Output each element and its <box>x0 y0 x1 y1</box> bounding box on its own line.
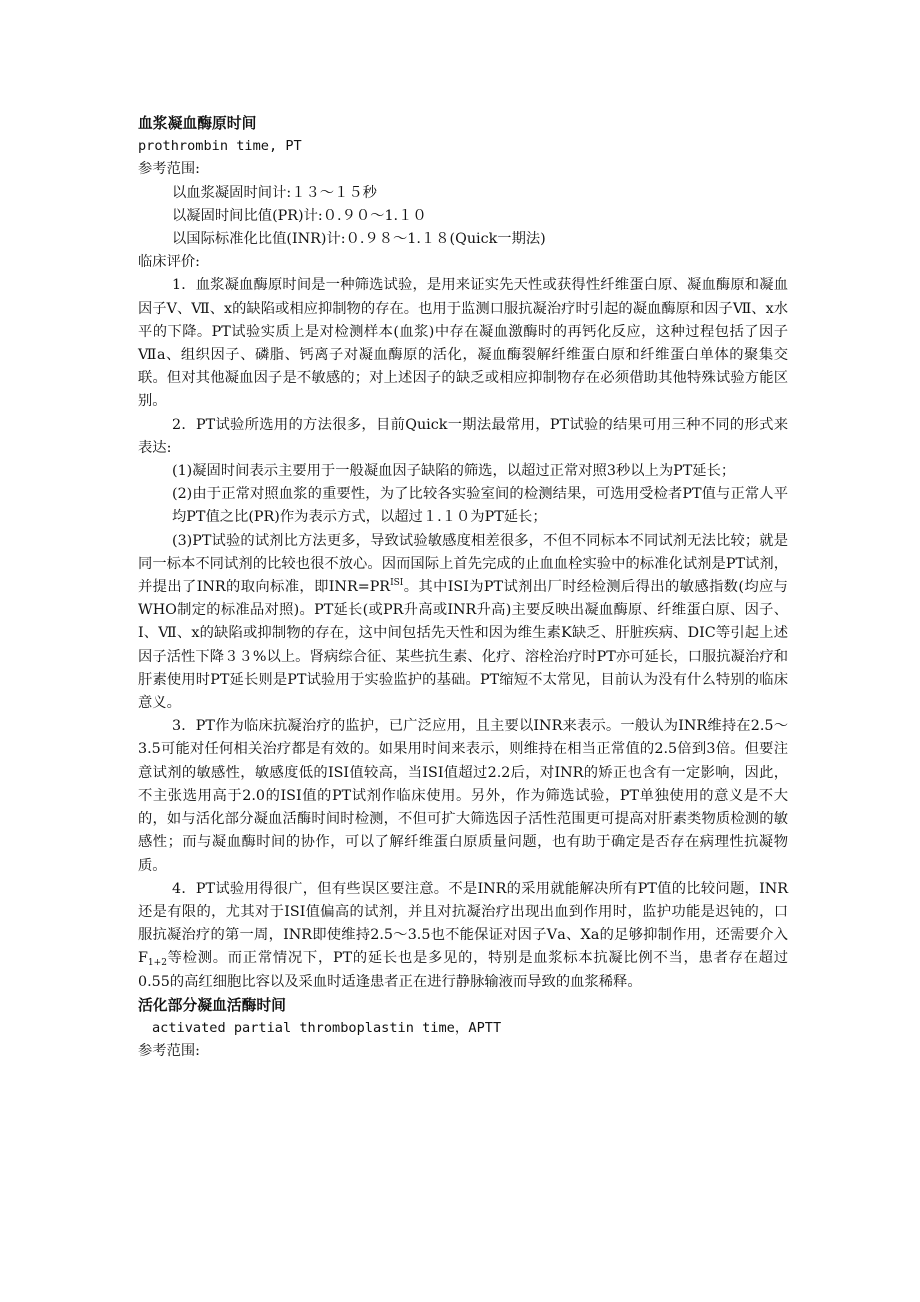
paragraph-4-part-b: 等检测。而正常情况下，PT的延长也是多见的，特别是血浆标本抗凝比例不当，患者存在超过0.55的高红细胞比容以及采血时适逢患者正在进行静脉输液而导致的血浆稀释。 <box>138 950 788 990</box>
reference-item: 以国际标准化比值(INR)计:０.９８～1.１８(Quick一期法) <box>172 231 546 248</box>
english-term-aptt: activated partial thromboplastin time，APTT <box>152 1019 502 1036</box>
reference-item: 以凝固时间比值(PR)计:０.９０～1.１０ <box>172 207 427 224</box>
reference-range-label: 参考范围: <box>138 161 201 178</box>
section-title-pt: 血浆凝血酶原时间 <box>138 115 257 132</box>
paragraph-2-item-2: (2)由于正常对照血浆的重要性，为了比较各实验室间的检测结果，可选用受检者PT值与正常人平均PT值之比(PR)作为表示方式，以超过１.１０为PT延长； <box>172 486 788 526</box>
reference-item: 以血浆凝固时间计:１３～１５秒 <box>172 184 377 201</box>
f12-subscript: 1+2 <box>147 958 167 969</box>
paragraph-4-part-a: 4．PT试验用得很广，但有些误区要注意。不是INR的采用就能解决所有PT值的比较问题，INR还是有限的，尤其对于ISI值偏高的试剂，并且对抗凝治疗出现出血到作用时，监护功能是迟钝的，口服抗凝治疗的第一周，INR即使维持2.5～3.5也不能保证对因子Ⅴa、Ⅹa的足够抑制作用，还需要介入F <box>138 880 788 967</box>
clinical-evaluation-label: 临床评价: <box>138 254 201 271</box>
paragraph-2-item-3-part-b: 。其中ISI为PT试剂出厂时经检测后得出的敏感指数(均应与WHO制定的标准品对照)。PT延长(或PR升高或INR升高)主要反映出凝血酶原、纤维蛋白原、因子、Ⅰ、Ⅶ、x的缺陷或抑制物的存在，这中间包括先天性和因为维生素K缺乏、肝脏疾病、DIC等引起上述因子活性下降３３%以上。肾病综合征、某些抗生素、化疗、溶栓治疗时PT亦可延长，口服抗凝治疗和肝素使用时PT延长则是PT试验用于实验监护的基础。PT缩短不太常见，目前认为没有什么特别的临床意义。 <box>138 579 788 712</box>
paragraph-2-item-1: (1)凝固时间表示主要用于一般凝血因子缺陷的筛选，以超过正常对照3秒以上为PT延长； <box>172 463 736 480</box>
section-title-aptt: 活化部分凝血活酶时间 <box>138 996 286 1014</box>
reference-range-label-aptt: 参考范围: <box>138 1043 201 1060</box>
paragraph-4 <box>138 878 788 994</box>
paragraph-1: 1．血浆凝血酶原时间是一种筛选试验，是用来证实先天性或获得性纤维蛋白原、凝血酶原和凝血因子Ⅴ、Ⅶ、x的缺陷或相应抑制物的存在。也用于监测口服抗凝治疗时引起的凝血酶原和因子Ⅶ、x水平的下降。PT试验实质上是对检测样本(血浆)中存在凝血激酶时的再钙化反应，这种过程包括了因子Ⅶa、组织因子、磷脂、钙离子对凝血酶原的活化，凝血酶裂解纤维蛋白原和纤维蛋白单体的聚集交联。但对其他凝血因子是不敏感的；对上述因子的缺乏或相应抑制物存在必须借助其他特殊试验方能区别。 <box>138 277 788 410</box>
document-page <box>138 112 788 1063</box>
paragraph-2: 2．PT试验所选用的方法很多，目前Quick一期法最常用，PT试验的结果可用三种不同的形式来表达: <box>138 416 788 456</box>
isi-superscript: ISI <box>390 578 404 589</box>
paragraph-2-item-3 <box>138 530 788 716</box>
paragraph-3: 3．PT作为临床抗凝治疗的监护，已广泛应用，且主要以INR来表示。一般认为INR维持在2.5～3.5可能对任何相关治疗都是有效的。如果用时间来表示，则维持在相当正常值的2.5倍到3倍。但要注意试剂的敏感性，敏感度低的ISI值较高，当ISI值超过2.2后，对INR的矫正也含有一定影响，因此，不主张选用高于2.0的ISI值的PT试剂作临床使用。另外，作为筛选试验，PT单独使用的意义是不大的，如与活化部分凝血活酶时间时检测，不但可扩大筛选因子活性范围更可提高对肝素类物质检测的敏感性；而与凝血酶时间的协作，可以了解纤维蛋白原质量问题，也有助于确定是否存在病理性抗凝物质。 <box>138 718 788 874</box>
paragraph-2-item-3-part-a: (3)PT试验的试剂比方法更多，导致试验敏感度相差很多，不但不同标本不同试剂无法比较；就是同一标本不同试剂的比较也很不放心。因而国际上首先完成的止血血栓实验中的标准化试剂是PT试剂，并提出了INR的取向标准，即INR=PR <box>138 532 788 596</box>
english-term-pt: prothrombin time, PT <box>138 138 302 155</box>
